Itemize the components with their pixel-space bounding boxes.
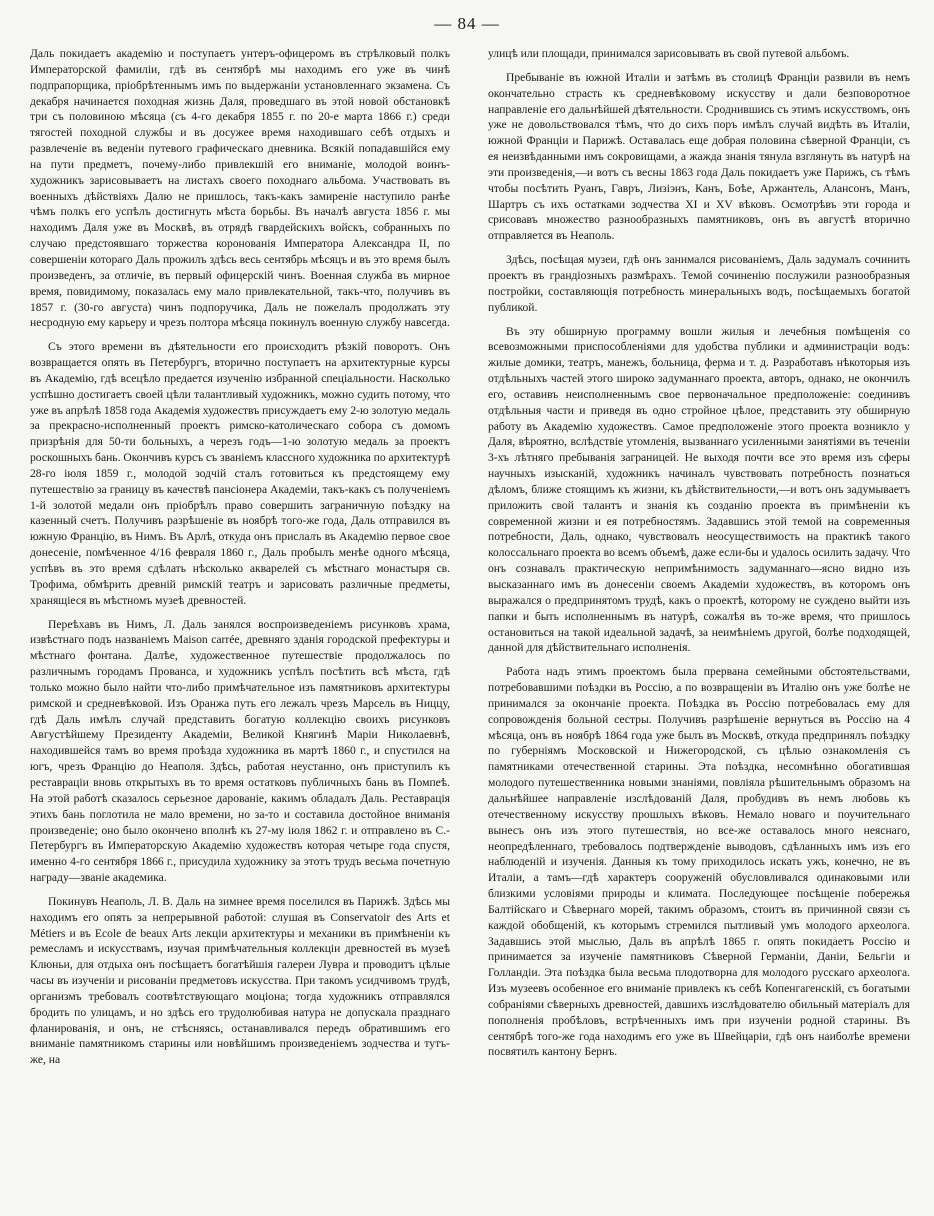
paragraph: Покинувъ Неаполь, Л. В. Даль на зимнее время поселился въ Парижѣ. Здѣсь мы находимъ его опять за непрерывной работой: слушая въ Conservatoir des Arts et Métiers и въ Ecole de beaux Arts лекціи архитектуры и механики въ примѣненіи къ ремесламъ и искусствамъ, изучая примѣчательныя коллекціи древностей въ музеѣ Клюньи, для отдыха онъ посѣщаетъ богатѣйшія галереи Лувра и проводитъ цѣлые часы въ изученіи и рисованіи предметовъ искусства. При такомъ усидчивомъ трудѣ, организмъ требовалъ соотвѣтствующаго моціона; тогда художникъ отправлялся бродить по улицамъ, и но здѣсь его трудолюбивая натура не допускала празднаго фланированія, и онъ, не стѣсняясь, останавливался передъ обратившимъ его вниманіе памятникомъ старины или новѣйшимъ произведеніемъ зодчества и тутъ-же, на xyxy=(30,894,450,1067)
paragraph: Здѣсь, посѣщая музеи, гдѣ онъ занимался рисованіемъ, Даль задумалъ сочинить проектъ въ грандіозныхъ размѣрахъ. Темой сочиненію послужили разнообразныя постройки, составляющія потребность минеральныхъ водъ, посѣщаемыхъ богатой публикой. xyxy=(488,253,910,314)
right-column xyxy=(488,46,910,1060)
paragraph: улицѣ или площади, принимался зарисовывать въ свой путевой альбомъ. xyxy=(488,47,850,60)
paragraph: Работа надъ этимъ проектомъ была прервана семейными обстоятельствами, потребовавшими поѣздки въ Россію, а по возвращеніи въ Италію онъ уже болѣе не принимался за окончаніе проекта. Поѣздка въ Россію потребовалась ему для сопровожденія больной сестры. Получивъ разрѣшеніе вернуться въ Россію на 4 мѣсяца, онъ въ ноябрѣ 1864 года уже былъ въ Москвѣ, откуда предпринялъ поѣздку по губерніямъ Московской и Нижегородской, съ цѣлью ознакомленія съ памятниками отечественной старины. Эта поѣздка, несомнѣнно обогатившая молодого путешественника новыми знаніями, повліяла рѣшительнымъ образомъ на дальнѣйшее направленіе изслѣдованій Даля, пробудивъ въ немъ любовь къ отечественному искусству прошлыхъ вѣковъ. Немало новаго и поучительнаго вынесъ онъ изъ этого путешествія, но все-же оставалось много неяснаго, неопредѣленнаго, требовалось подтвержденіе выводовъ, сдѣланныхъ имъ изъ его наблюденій и изученія. Данныя къ тому приходилось искать ужъ, конечно, не въ Италіи, а тамъ—гдѣ характеръ сооруженій обусловливался одинаковыми или близкими условіями природы и климата. Последующее посѣщеніе побережья Балтійскаго и Сѣвернаго морей, такимъ образомъ, стоитъ въ причинной связи съ каждой обобщеній, къ которымъ стремился пытливый умъ молодого археолога. Задавшись этой мыслью, Даль въ апрѣлѣ 1865 г. опять покидаетъ Россію и принимается за изученіе памятниковъ Сѣверной Германіи, Даніи, Бельгіи и Голландіи. Эта поѣздка была весьма плодотворна для молодого русскаго археолога. Изъ музеевъ особенное его вниманіе привлекъ къ себѣ Копенгагенскій, съ богатыми собраніями сѣверныхъ древностей, давшихъ изслѣдователю обильный матеріалъ для пополненія пробѣловъ, встрѣченныхъ имъ при изученіи родной старины. Въ сентябрѣ того-же года находимъ его уже въ Швейцаріи, гдѣ онъ наиболѣе времени посвятилъ кантону Бернъ. xyxy=(488,665,910,1059)
paragraph: Въ эту обширную программу вошли жилыя и лечебныя помѣщенія со всевозможными приспособленіями для удобства публики и администраціи водъ: жилые домики, театръ, манежъ, больница, ферма и т. д. Разработавъ нѣкоторыя изъ отдѣльныхъ частей этого широко задуманнаго проекта, авторъ, однако, не окончилъ его, оставивъ неисполненнымъ свое первоначальное предположеніе: соединивъ отдѣльныя части и приведя въ одно стройное цѣлое, представить эту обширную работу въ Академію художествъ. Самое предположеніе этого проекта возникло у Даля, вѣроятно, вслѣдствіе утомленія, вызваннаго усиленными занятіями въ теченіи 3-хъ лѣтняго пребыванія заграницей. Не выходя почти все это время изъ сферы научныхъ изысканій, художникъ начиналъ чувствовать потребность познаться дѣломъ, ближе стоящимъ къ жизни, къ дѣйствительности,—и вотъ онъ задумываетъ приложить свой талантъ и знанія къ созданію проекта въ примѣненіи къ современной жизни и ея потребностямъ. Задавшись этой темой на современныя потребности, Даль, однако, чувствовалъ неосуществимость на практикѣ такого колоссальнаго проекта во всемъ объемѣ, даже если-бы и удалось осилить задачу. Что онъ сознавалъ практическую непримѣнимость задуманнаго—ясно видно изъ высказаннаго имъ въ донесеніи своемъ Академіи художествъ, въ которомъ онъ выражался о предпринятомъ трудѣ, какъ о проектѣ, которому не суждено выйти изъ папки и быть исполненнымъ въ натурѣ, сожалѣя въ то-же время, что пришлось остановиться на такой идеальной задачѣ, за неимѣніемъ другой, болѣе подходящей, данной для дѣйствительнаго исполненія. xyxy=(488,324,910,655)
paragraph: Даль покидаетъ академію и поступаетъ унтеръ-офицеромъ въ стрѣлковый полкъ Императорской фамиліи, гдѣ въ сентябрѣ мы находимъ его уже въ чинѣ подпрапорщика, пріобрѣтеннымъ имъ по выдержаніи установленнаго экзамена. Съ декабря начинается походная жизнь Даля, проведшаго въ этой новой обстановкѣ три съ половиною мѣсяца (съ 4-го декабря 1855 г. по 20-е марта 1866 г.) среди тягостей походной службы и въ досужее время находившаго себѣ отдыхъ и развлеченіе въ веденіи путевого графическаго дневника. Всякій попадавшійся ему на пути предметъ, почему-либо привлекшій его вниманіе, молодой воинъ-художникъ зарисовываетъ на листахъ своего походнаго альбома. Участвовать въ военныхъ дѣйствіяхъ Далю не пришлось, такъ-какъ замиреніе наступило ранѣе чѣмъ полкъ его успѣлъ достигнуть мѣста борьбы. Въ началѣ августа 1856 г. мы находимъ Даля уже въ Москвѣ, въ отрядѣ гвардейскихъ войскъ, собранныхъ по случаю предстоявшаго торжества коронованія Императора Александра II, по совершеніи котораго Даль прожилъ здѣсь весь сентябрь мѣсяцъ и въ это время былъ произведенъ, за отличіе, въ первый офицерскій чинъ. Военная служба въ мирное время, повидимому, показалась ему мало привлекательной, такъ-что, получивъ въ 1857 г. (30-го августа) чинъ подпоручика, Даль не пожелалъ продолжать эту несродную ему карьеру и чрезъ полтора мѣсяца покинулъ военную службу навсегда. xyxy=(30,47,450,330)
paragraph: Пребываніе въ южной Италіи и затѣмъ въ столицѣ Франціи развили въ немъ окончательно страсть къ средневѣковому искусству и дали безповоротное направленіе его дальнѣйшей дѣятельности. Сроднившись съ этимъ искусствомъ, онъ уже не довольствовался тѣмъ, что до сихъ поръ имѣлъ случай видѣть въ Италіи, южной Франціи и Парижѣ. Оставалась еще добрая половина сѣверной Франціи, съ ея неизвѣданными имъ сокровищами, а жажда знанія тянула взглянуть въ натурѣ на эти произведенія,—и вотъ съ весны 1863 года Даль покидаетъ уже Парижъ, съ тѣмъ чтобы посѣтить Руанъ, Гавръ, Лизіэнъ, Канъ, Боѣе, Аржантель, Алансонъ, Манъ, Шартръ съ ихъ остатками зодчества XI и XV вѣковъ. Осмотрѣвъ эти города и срисовавъ множество разнообразныхъ памятниковъ, онъ въ августѣ вторично отправляется въ Неаполь. xyxy=(488,70,910,243)
page-number: — 84 — xyxy=(434,14,500,33)
paragraph: Съ этого времени въ дѣятельности его происходитъ рѣзкій поворотъ. Онъ возвращается опять въ Петербургъ, вторично поступаетъ на архитектурные курсы въ Академію, гдѣ всецѣло предается изученію избранной спеціальности. Насколько успѣшно достигаетъ своей цѣли талантливый художникъ, можно судить потому, что уже въ апрѣлѣ 1858 года Академія художествъ присуждаетъ ему 2-ю золотую медаль за прекрасно-исполненный проектъ римско-католическаго собора съ домомъ призрѣнія для 50-ти больныхъ, а черезъ годъ—1-ю золотую медаль за проектъ роскошныхъ бань. Окончивъ курсъ съ званіемъ классного художника по архитектурѣ 28-го іюля 1859 г., молодой зодчій сталъ готовиться къ предстоящему ему путешествію за границу въ качествѣ пансіонера Академіи, такъ-какъ съ полученіемъ 1-й золотой медали онъ пріобрѣлъ право совершить заграничную поѣздку на казенный счетъ. Получивъ разрѣшеніе въ ноябрѣ того-же года, Даль отправился въ южную Францію, въ Нимъ. Въ Арлѣ, откуда онъ прислалъ въ Академію первое свое донесеніе, помѣченное 4/16 февраля 1860 г., Даль пробылъ менѣе одного мѣсяца, успѣвъ въ это время сдѣлать нѣсколько акварелей съ мѣстнаго монастыря св. Трофима, обмѣрить древній римскій театръ и зарисовать различные предметы, хранящіеся въ мѣстномъ музеѣ древностей. xyxy=(30,340,450,607)
left-column xyxy=(30,46,450,1068)
paragraph: Переѣхавъ въ Нимъ, Л. Даль занялся воспроизведеніемъ рисунковъ храма, извѣстнаго подъ названіемъ Maison carrée, древняго зданія городской префектуры и мѣстнаго фонтана. Далѣе, художественное путешествіе продолжалось по различнымъ городамъ Прованса, и художникъ успѣлъ посѣтить всѣ мѣста, гдѣ только можно было найти что-либо примѣчательное изъ памятниковъ архитектуры римской и средневѣковой. Изъ Оранжа путь его лежалъ чрезъ Марсель въ Ниццу, гдѣ Даль имѣлъ случай представить богатую коллекцію своихъ рисунковъ Августѣйшему Президенту Академіи, Великой Княгинѣ Маріи Николаевнѣ, находившейся тамъ во время проѣзда художника въ мартѣ 1860 г., и спустился на югъ, чрезъ Францію до Неаполя. Здѣсь, работая неустанно, онъ приступилъ къ реставраціи вновь открытыхъ въ то время остатковъ публичныхъ бань въ Помпеѣ. На этой работѣ сказалось серьезное дарованіе, какимъ обладалъ Даль. Реставрація этихъ бань поглотила не мало времени, но за-то и составила достойное вниманія произведеніе; оно было окончено вполнѣ къ 27-му іюля 1862 г. и отправлено въ С.-Петербургъ въ Императорскую Академію художествъ которая четыре года спустя, именно 4-го сентября 1866 г., присудила художнику за этотъ трудъ весьма почетную награду—званіе академика. xyxy=(30,617,450,885)
